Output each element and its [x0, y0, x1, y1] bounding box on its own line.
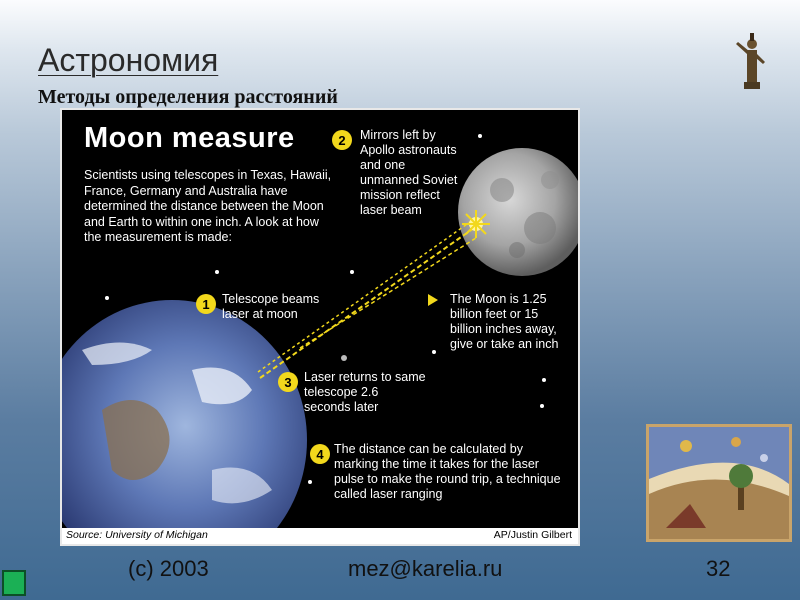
- earth-image: [62, 300, 307, 544]
- copyright-text: (c) 2003: [128, 556, 209, 581]
- slide-nav-button[interactable]: [2, 570, 26, 596]
- flammarion-engraving-image: [646, 424, 792, 542]
- step-1-badge: 1: [196, 294, 216, 314]
- statue-icon: [732, 28, 772, 90]
- slide-number: 32: [706, 556, 731, 581]
- step-2-text: Mirrors left by Apollo astronauts and one unmanned Soviet mission reflect laser beam: [360, 128, 458, 217]
- step-2-badge: 2: [332, 130, 352, 150]
- author-email: mez@karelia.ru: [348, 556, 503, 581]
- photo-credit: AP/Justin Gilbert: [493, 529, 572, 541]
- source-credit: Source: University of Michigan: [66, 529, 208, 541]
- source-bar: [62, 528, 578, 544]
- step-4-badge: 4: [310, 444, 330, 464]
- pointer-arrow-icon: [428, 294, 438, 306]
- step-3-text: Laser returns to same telescope 2.6 seconds later: [304, 370, 426, 414]
- moon-distance-text: The Moon is 1.25 billion feet or 15 billion inches away, give or take an inch: [450, 292, 559, 351]
- infographic-intro: Scientists using telescopes in Texas, Hawaii, France, Germany and Australia have determined the distance between the Moon and Earth to within one inch. A look at how the measurement is made:: [84, 168, 332, 244]
- moon-measure-infographic: [60, 108, 580, 546]
- slide-title: Астрономия: [38, 42, 219, 78]
- step-1-text: Telescope beams laser at moon: [222, 292, 320, 321]
- infographic-title: Moon measure: [84, 122, 295, 154]
- slide-subtitle: Методы определения расстояний: [38, 86, 338, 108]
- step-4-text: The distance can be calculated by marking the time it takes for the laser pulse to make the round trip, a technique called laser ranging: [334, 442, 561, 501]
- step-3-badge: 3: [278, 372, 298, 392]
